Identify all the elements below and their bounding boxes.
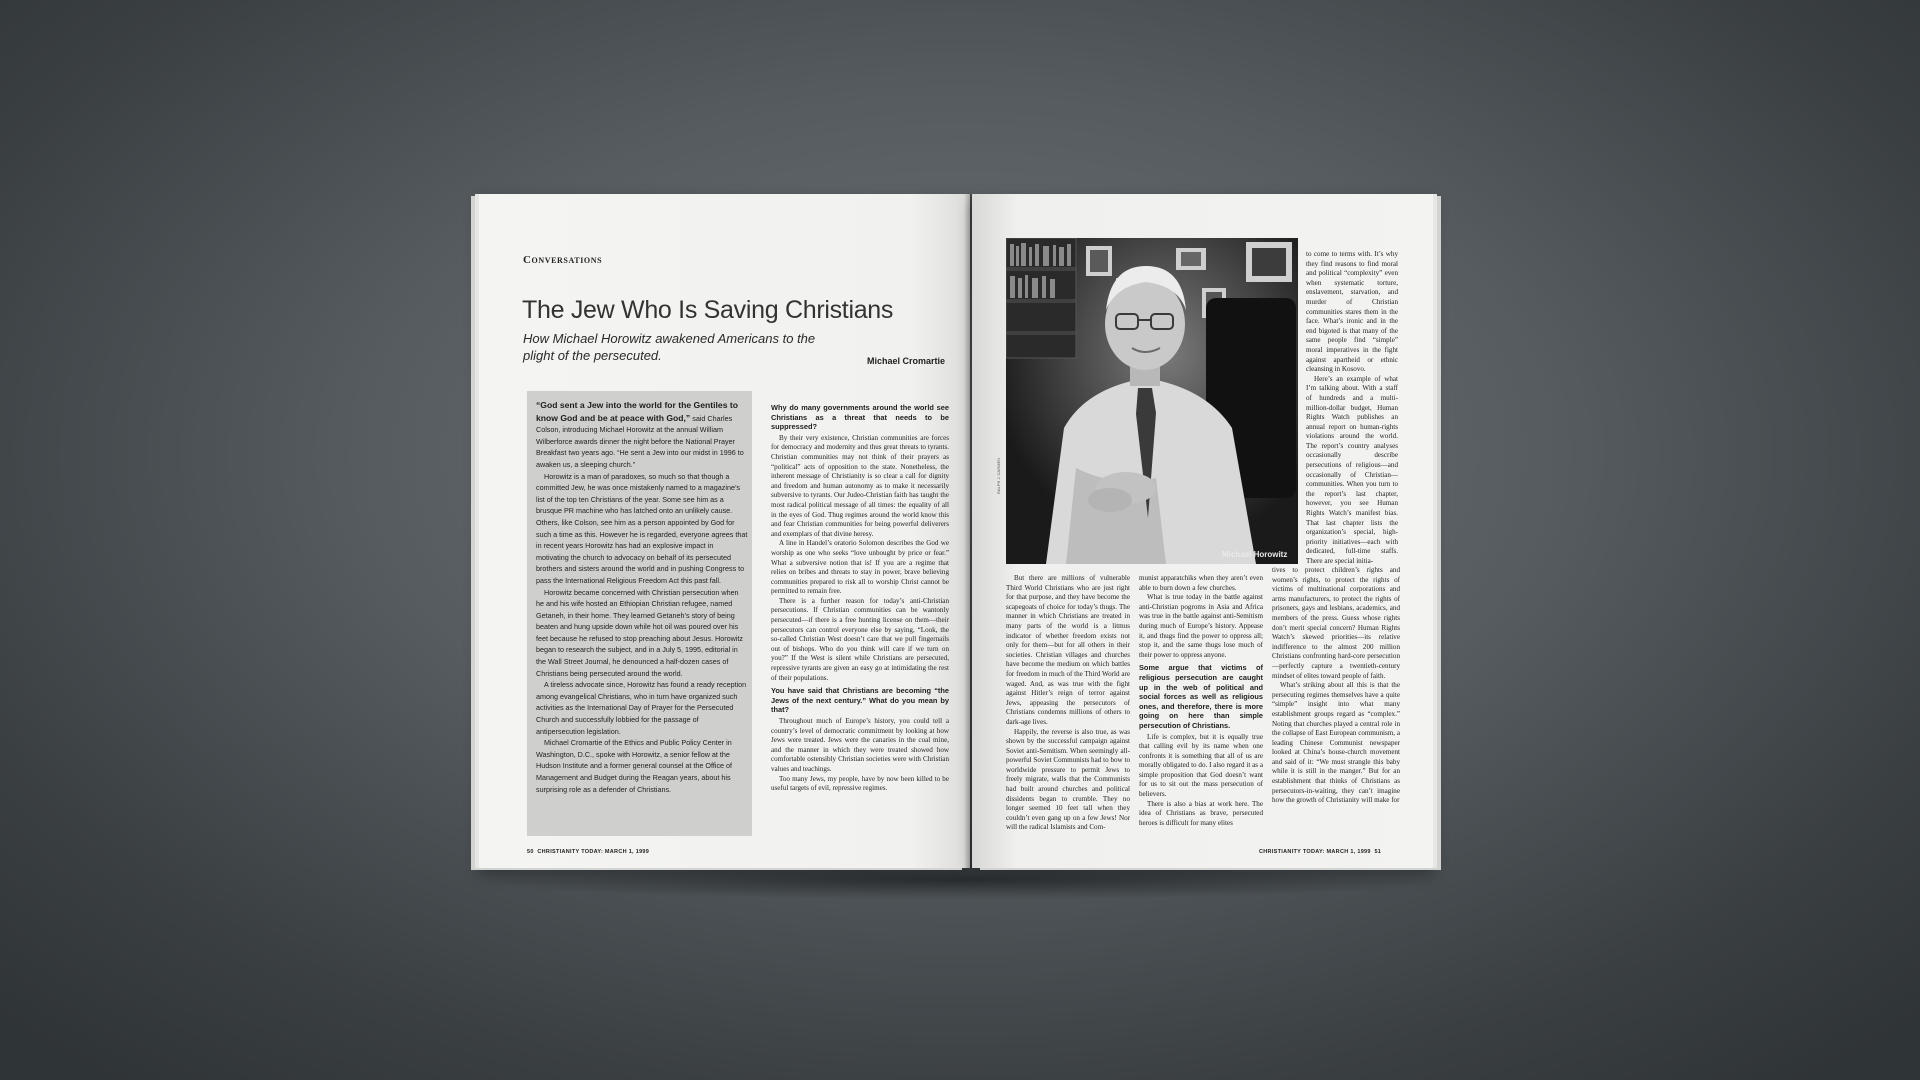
- intro-paragraph-3: Horowitz became concerned with Christian persecution when he and his wife hosted an Ethiopian Christian refugee, named Getaneh, in their home. They learned Getaneh’s story of being beaten and hung upside down while hot oil was poured over his feet because he refused to stop preaching about Jesus. Horowitz began to research the subject, and in a July 5, 1995, editorial in the Wall Street Journal, he denounced a half-dozen cases of Christians being persecuted around the world.: [536, 587, 743, 678]
- left-footer: [527, 849, 649, 855]
- answer-paragraph: Life is complex, but it is equally true that calling evil by its name when one confronts it is something that all of us are morally obligated to do. I also regard it as a simple proposition that God doesn’t want for us to sit out the mass persecution of believers.: [1139, 732, 1263, 799]
- answer-paragraph: What’s striking about all this is that the persecuting regimes themselves have a quite “simple” insight into what many establishment groups regard as “complex.” Noting that churches played a central role in the collapse of East European communism, a leading Chinese Communist newspaper looked at China’s house-church movement and said of it: “We must strangle this baby while it is still in the manger.” But for an establishment that thinks of Christians as persecutors-in-waiting, they can’t imagine how the growth of Christianity will make for: [1272, 681, 1400, 805]
- answer-paragraph: Happily, the reverse is also true, as was shown by the successful campaign against Soviet anti-Semitism. When seemingly all-powerful Soviet Communists had to bow to worldwide pressure to permit Jews to freely migrate, walls that the Communists had built around churches and political dissidents began to crumble. They no longer seemed 10 feet tall when they couldn’t even gang up on a few Jews! Nor will the radical Islamists and Com-: [1006, 727, 1130, 832]
- right-page: [972, 194, 1433, 868]
- question-2: You have said that Christians are becoming “the Jews of the next century.” What do you mean by that?: [771, 686, 949, 715]
- intro-paragraph-4: A tireless advocate since, Horowitz has found a ready reception among evangelical Christians, who in turn have organized such activities as the International Day of Prayer for the Persecuted Church and successfully lobbied for the passage of antipersecution legislation.: [536, 680, 747, 736]
- author-byline: Michael Cromartie: [867, 356, 946, 366]
- left-page-number: 50: [527, 849, 534, 855]
- answer-paragraph: Throughout much of Europe’s history, you could tell a country’s level of democratic commitment by looking at how Jews were treated. Jews were the canaries in the coal mine, and the manner in which they were treated showed how comfortable ostensibly Christian societies were with Christian values and teachings.: [771, 717, 949, 773]
- intro-lead-quote: “God sent a Jew into the world for the Gentiles to know God and be at peace with God,”: [536, 400, 738, 423]
- right-column-1: [1006, 574, 1130, 833]
- intro-paragraph-2: Horowitz is a man of paradoxes, so much so that though a committed Jew, he was once mistakenly named to a magazine’s list of the top ten Christians of the year. Some see him as a brusque PR machine who has latched onto an unlikely cause. Others, like Colson, see him as a person appointed by God for such a time as this. However he is regarded, everyone agrees that in recent years Horowitz has had an explosive impact in motivating the church to advocacy on behalf of its persecuted brothers and sisters around the world and in pushing Congress to pass the International Religious Freedom Act this past fall.: [536, 471, 748, 585]
- portrait-illustration: [1006, 238, 1298, 564]
- right-footer: [1259, 849, 1381, 855]
- photo-credit: RALPH J. CARMEN: [996, 457, 1001, 494]
- answer-paragraph: tives to protect children’s rights and women’s rights, to protect the rights of victims of multinational corporations and arms manufacturers, to protect the rights of prisoners, gays and lesbians, academics, and members of the press. Guess whose rights don’t merit special concern? Human Rights Watch’s skewed priorities—its relative indifference to the almost 200 million Christians confronting hard-core persecution—perfectly capture a twentieth-century mindset of elites toward people of faith.: [1272, 566, 1400, 680]
- article-subtitle: How Michael Horowitz awakened Americans to the plight of the persecuted.: [523, 331, 816, 363]
- answer-paragraph: to come to terms with. It’s why they find reasons to find moral and political “complexity” even when systematic torture, enslavement, starvation, and murder of Christian communities stares them in the face. What’s ironic and in the end bigoted is that many of the same people find “simple” moral imperatives in the fight against apartheid or ethnic cleansing in Kosovo.: [1306, 250, 1398, 374]
- right-column-3-top: [1306, 250, 1398, 567]
- left-column-2: [771, 400, 949, 794]
- right-page-number: 51: [1374, 849, 1382, 855]
- photo-caption: Michael Horowitz: [1222, 550, 1288, 559]
- answer-paragraph: What is true today in the battle against anti-Christian pogroms in Asia and Africa was true in the battle against anti-Semitism during much of Europe’s history. Appease it, and thugs find the power to oppress all; stop it, and the same thugs lose much of their power to oppress anyone.: [1139, 593, 1263, 659]
- answer-paragraph: A line in Handel’s oratorio Solomon describes the God we worship as one who seeks “love unbought by price or fear.” What a subversive notion that is! If you are a regime that relies on bribes and threats to stay in power, brave believing communities prepared to risk all to worship Christ cannot be permitted to remain free.: [771, 539, 949, 596]
- answer-paragraph: Too many Jews, my people, have by now been killed to be useful targets of evil, repressive regimes.: [771, 774, 949, 793]
- question-3: Some argue that victims of religious persecution are caught up in the web of political and social forces as well as religious ones, and therefore, there is more going on here than simple persecution of Christians.: [1139, 663, 1263, 730]
- answer-paragraph: There is also a bias at work here. The idea of Christians as brave, persecuted heroes is difficult for many elites: [1139, 799, 1263, 827]
- answer-paragraph: But there are millions of vulnerable Third World Christians who are just right for that purpose, and they have become the scapegoats of choice for today’s thugs. The manner in which Christians are treated in many parts of the world is a litmus indicator of whether freedom exists not only for them—but for all others in their societies. Christian villages and churches have become the medium on which battles for freedom in much of the Third World are waged. And, as was true with the fight against Hitler’s reign of terror against Jews, appeasing the persecutors of Christians condemns millions of others to dark-age lives.: [1006, 574, 1130, 726]
- article-title: The Jew Who Is Saving Christians: [522, 296, 894, 324]
- left-page: [479, 194, 970, 868]
- intro-paragraph-5: Michael Cromartie of the Ethics and Public Policy Center in Washington, D.C., spoke with Horowitz, a senior fellow at the Hudson Institute and a former general counsel at the Office of Management and Budget during the Reagan years, about his surprising role as a defender of Christians.: [536, 738, 733, 794]
- section-label: Conversations: [523, 254, 603, 266]
- right-column-3-bottom: [1272, 566, 1400, 806]
- intro-text: [536, 399, 748, 795]
- left-running-footer: CHRISTIANITY TODAY: MARCH 1, 1999: [537, 849, 650, 855]
- answer-paragraph: munist apparatchiks when they aren’t even able to burn down a few churches.: [1139, 574, 1263, 592]
- right-running-footer: CHRISTIANITY TODAY: MARCH 1, 1999: [1259, 849, 1371, 855]
- portrait-photo: [1006, 238, 1298, 564]
- answer-paragraph: By their very existence, Christian communities are forces for democracy and modernity and thus great threats to tyrants. Christian communities may not think of their prayers as “political” acts of opposition to the state. Nonetheless, the inherent message of Christianity is so clear a call for dignity and freedom and human autonomy as to make it necessarily subversive to tyrants. Our Judeo-Christian faith has taught the most radical political message of all times: the equality of all in the eyes of God. Thug regimes around the world know this and fear Christian communities for being powerful deliverers and exemplars of that divine heresy.: [771, 433, 949, 538]
- right-column-2: [1139, 574, 1263, 828]
- answer-paragraph: Here’s an example of what I’m talking about. With a staff of hundreds and a multi-million-dollar budget, Human Rights Watch publishes an annual report on human-rights violations around the world. The report’s country analyses occasionally describe persecutions of religious—and occasionally of Christian—communities. When you turn to the report’s last chapter, however, you see Human Rights Watch’s manifest bias. That last chapter lists the organization’s special, high-priority initiatives—each with dedicated, full-time staffs. There are special initia-: [1306, 374, 1398, 565]
- intro-paragraph-1: said Charles Colson, introducing Michael Horowitz at the annual William Wilberforce awards dinner the night before the National Prayer Breakfast two years ago. “He sent a Jew into our midst in 1996 to awaken us, a sleeping church.”: [536, 413, 744, 469]
- question-1: Why do many governments around the world see Christians as a threat that needs to be suppressed?: [771, 403, 949, 432]
- answer-paragraph: There is a further reason for today’s anti-Christian persecutions. If Christian communities can be wantonly persecuted—if there is a free hunting license on them—their persecutors can control everyone else by saying, “Look, the so-called Christian West doesn’t care that we pull fingernails out of bishops. Who do you think will care if we turn on you?” If the West is silent while Christians are persecuted, repressive tyrants are given an easy go at intimidating the rest of their populations.: [771, 596, 949, 682]
